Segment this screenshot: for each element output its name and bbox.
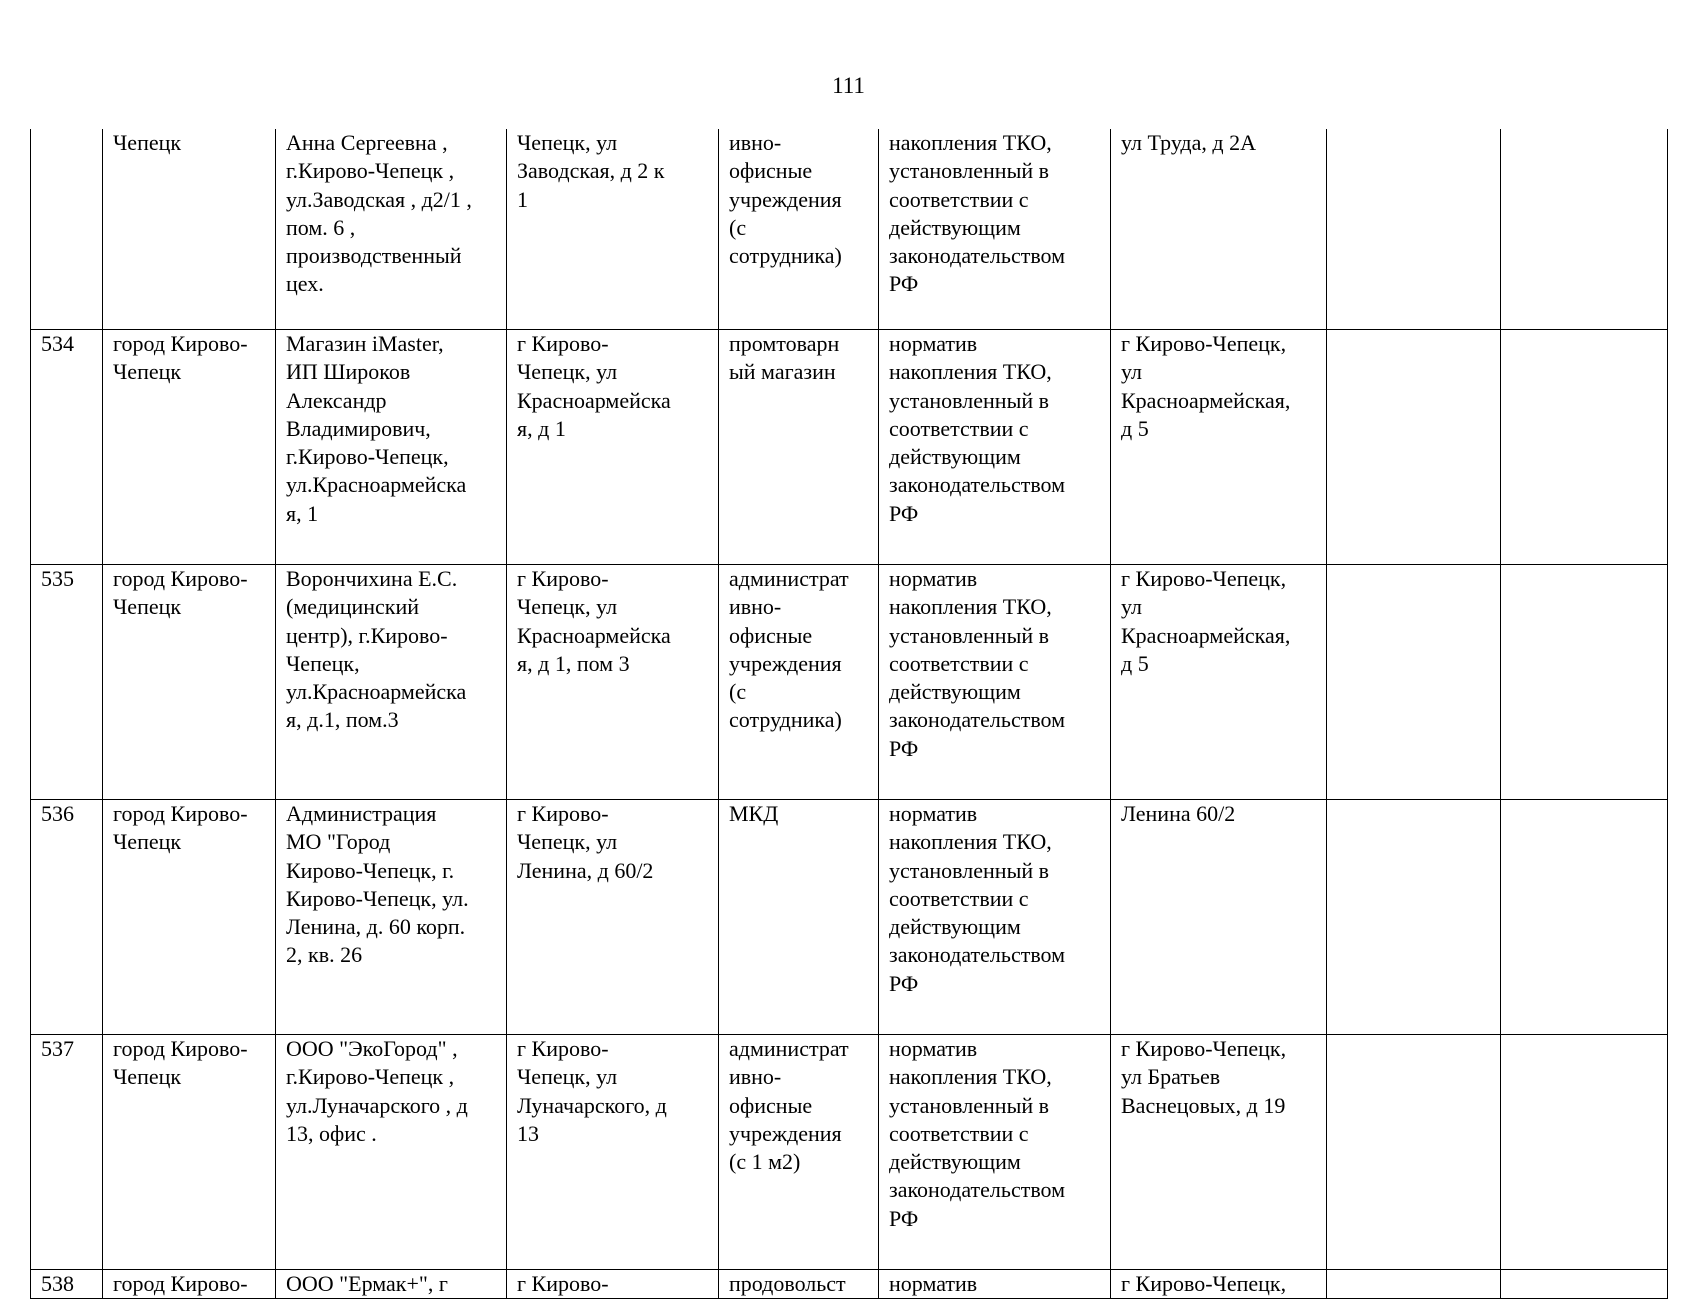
- source-category-cell: МКД: [719, 800, 879, 1035]
- table-row: [31, 330, 1668, 565]
- source-address-cell: г Кирово- Чепецк, ул Красноармейска я, д 1: [507, 330, 719, 565]
- extra-cell-1: [1327, 330, 1501, 565]
- municipality-cell: город Кирово- Чепецк: [103, 565, 276, 800]
- municipality-cell: город Кирово- Чепецк: [103, 1035, 276, 1270]
- source-owner-cell: Анна Сергеевна , г.Кирово-Чепецк , ул.Заводская , д2/1 , пом. 6 , производственный цех.: [276, 129, 507, 330]
- source-owner-cell: Ворончихина Е.С. (медицинский центр), г.Кирово- Чепецк, ул.Красноармейска я, д.1, пом.3: [276, 565, 507, 800]
- table-row: [31, 129, 1668, 330]
- waste-sources-table: [30, 129, 1668, 1299]
- source-address-cell: Чепецк, ул Заводская, д 2 к 1: [507, 129, 719, 330]
- table-body: [31, 129, 1668, 1299]
- source-address-cell: г Кирово- Чепецк, ул Луначарского, д 13: [507, 1035, 719, 1270]
- source-owner-cell: ООО "ЭкоГород" , г.Кирово-Чепецк , ул.Луначарского , д 13, офис .: [276, 1035, 507, 1270]
- source-address-cell: г Кирово- Чепецк, ул Ленина, д 60/2: [507, 800, 719, 1035]
- extra-cell-2: [1501, 1035, 1668, 1270]
- row-number-cell: 537: [31, 1035, 103, 1270]
- row-number-cell: 536: [31, 800, 103, 1035]
- source-category-cell: ивно- офисные учреждения (с сотрудника): [719, 129, 879, 330]
- accumulation-norm-cell: накопления ТКО, установленный в соответствии с действующим законодательством РФ: [879, 129, 1111, 330]
- municipality-cell: Чепецк: [103, 129, 276, 330]
- source-address-cell: г Кирово-: [507, 1270, 719, 1299]
- municipality-cell: город Кирово- Чепецк: [103, 800, 276, 1035]
- source-category-cell: промтоварн ый магазин: [719, 330, 879, 565]
- extra-cell-1: [1327, 1035, 1501, 1270]
- municipality-cell: город Кирово- Чепецк: [103, 330, 276, 565]
- table-row: [31, 1270, 1668, 1299]
- disposal-site-cell: г Кирово-Чепецк,: [1111, 1270, 1327, 1299]
- disposal-site-cell: г Кирово-Чепецк, ул Красноармейская, д 5: [1111, 330, 1327, 565]
- source-category-cell: администрат ивно- офисные учреждения (с 1 м2): [719, 1035, 879, 1270]
- extra-cell-2: [1501, 330, 1668, 565]
- source-owner-cell: Администрация МО "Город Кирово-Чепецк, г. Кирово-Чепецк, ул. Ленина, д. 60 корп. 2, кв. 26: [276, 800, 507, 1035]
- extra-cell-2: [1501, 129, 1668, 330]
- table-row: [31, 565, 1668, 800]
- disposal-site-cell: ул Труда, д 2А: [1111, 129, 1327, 330]
- accumulation-norm-cell: норматив накопления ТКО, установленный в соответствии с действующим законодательством РФ: [879, 330, 1111, 565]
- source-owner-cell: Магазин iMaster, ИП Широков Александр Владимирович, г.Кирово-Чепецк, ул.Красноармейска я, 1: [276, 330, 507, 565]
- source-owner-cell: ООО "Ермак+", г: [276, 1270, 507, 1299]
- extra-cell-2: [1501, 800, 1668, 1035]
- extra-cell-1: [1327, 565, 1501, 800]
- row-number-cell: 534: [31, 330, 103, 565]
- extra-cell-1: [1327, 1270, 1501, 1299]
- accumulation-norm-cell: норматив накопления ТКО, установленный в соответствии с действующим законодательством РФ: [879, 800, 1111, 1035]
- source-category-cell: администрат ивно- офисные учреждения (с сотрудника): [719, 565, 879, 800]
- municipality-cell: город Кирово-: [103, 1270, 276, 1299]
- table-row: [31, 800, 1668, 1035]
- extra-cell-1: [1327, 129, 1501, 330]
- accumulation-norm-cell: норматив накопления ТКО, установленный в соответствии с действующим законодательством РФ: [879, 565, 1111, 800]
- source-address-cell: г Кирово- Чепецк, ул Красноармейска я, д 1, пом 3: [507, 565, 719, 800]
- extra-cell-1: [1327, 800, 1501, 1035]
- row-number-cell: [31, 129, 103, 330]
- accumulation-norm-cell: норматив: [879, 1270, 1111, 1299]
- source-category-cell: продовольст: [719, 1270, 879, 1299]
- row-number-cell: 535: [31, 565, 103, 800]
- disposal-site-cell: г Кирово-Чепецк, ул Красноармейская, д 5: [1111, 565, 1327, 800]
- accumulation-norm-cell: норматив накопления ТКО, установленный в соответствии с действующим законодательством РФ: [879, 1035, 1111, 1270]
- extra-cell-2: [1501, 1270, 1668, 1299]
- disposal-site-cell: Ленина 60/2: [1111, 800, 1327, 1035]
- table-row: [31, 1035, 1668, 1270]
- row-number-cell: 538: [31, 1270, 103, 1299]
- extra-cell-2: [1501, 565, 1668, 800]
- page-number: 111: [832, 73, 865, 98]
- disposal-site-cell: г Кирово-Чепецк, ул Братьев Васнецовых, д 19: [1111, 1035, 1327, 1270]
